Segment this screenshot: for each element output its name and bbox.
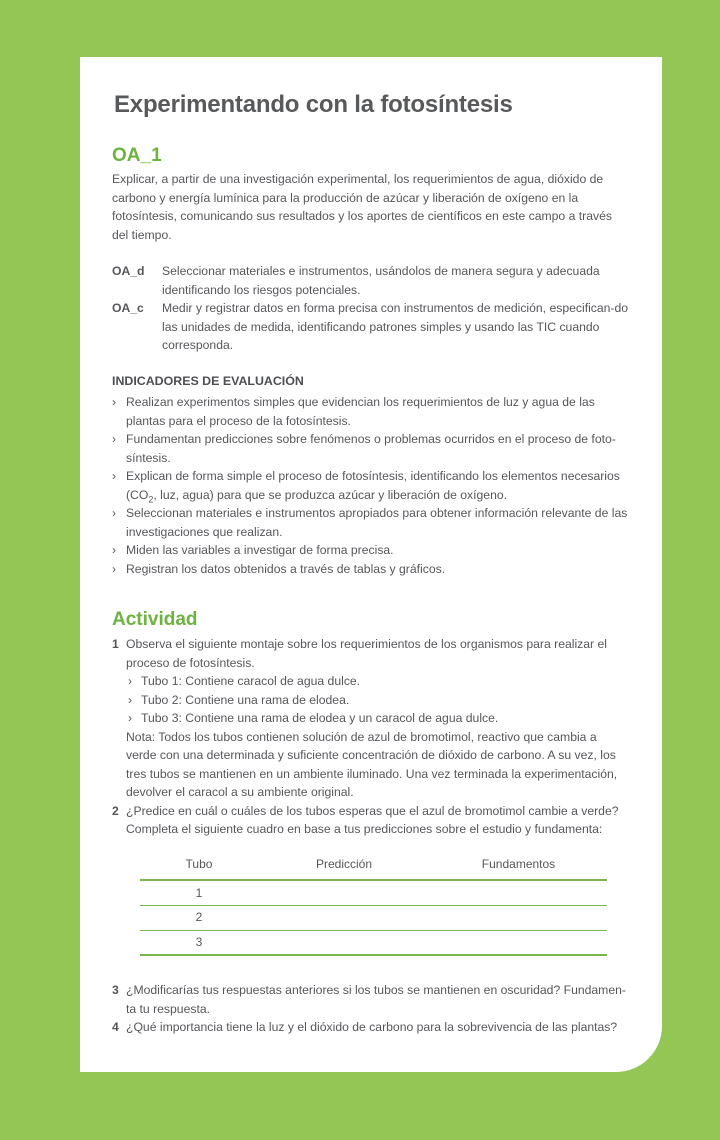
- indicator-text: [126, 467, 629, 504]
- activity-item-text: ¿Modificarías tus respuestas anteriores si los tubos se mantienen en oscuridad? Fundamen-ta tu respuesta.: [126, 983, 626, 1016]
- bullet-marker: ›: [112, 395, 117, 409]
- indicator-item: [112, 504, 629, 541]
- indicator-text: Seleccionan materiales e instrumentos apropiados para obtener información relevante de las investigaciones que realizan.: [126, 506, 628, 539]
- bullet-marker: ›: [112, 543, 117, 557]
- oa1-description: Explicar, a partir de una investigación experimental, los requerimientos de agua, dióxido de carbono y energía lumínica para la producción de azúcar y liberación de oxígeno en la fotosíntesis, comunicando sus resultados y los aportes de científicos en este campo a través del tiempo.: [112, 172, 612, 242]
- indicator-text-post: , luz, agua) para que se produzca azúcar y liberación de oxígeno.: [153, 487, 508, 502]
- oa-item-text: Seleccionar materiales e instrumentos, usándolos de manera segura y adecuada identificando los riesgos potenciales.: [162, 264, 600, 297]
- table-cell-fundamentos[interactable]: [430, 880, 607, 905]
- predictions-table: [140, 855, 607, 957]
- activity-item-1: [112, 635, 629, 802]
- indicator-item: [112, 430, 629, 467]
- activity-item-number: 4: [112, 1020, 119, 1034]
- table-cell-tubo[interactable]: 3: [140, 930, 258, 955]
- oa1-section: [112, 145, 629, 244]
- activity-item-body: [126, 635, 629, 802]
- bullet-marker: ›: [128, 692, 133, 707]
- tube-item-text: Tubo 2: Contiene una rama de elodea.: [141, 692, 350, 707]
- tube-list: [126, 672, 629, 728]
- activity-section: [112, 609, 629, 1037]
- worksheet-page: [80, 57, 662, 1072]
- table-header-tubo: Tubo: [140, 855, 258, 881]
- activity-item-number: 3: [112, 983, 119, 997]
- oa1-heading: OA_1: [112, 145, 162, 166]
- bullet-marker: ›: [112, 432, 117, 446]
- bullet-marker: ›: [128, 711, 133, 725]
- table-cell-prediccion[interactable]: [258, 880, 430, 905]
- activity-item-4: [112, 1018, 629, 1037]
- activity-heading: Actividad: [112, 609, 198, 630]
- tube-item: [128, 691, 629, 710]
- activity-tail-items: [112, 981, 629, 1037]
- activity-item-2: [112, 802, 629, 839]
- table-cell-prediccion[interactable]: [258, 905, 430, 930]
- activity-item-body: [126, 1018, 629, 1037]
- table-header-prediccion: Predicción: [258, 855, 430, 881]
- co2-subscript: 2: [148, 493, 154, 504]
- oa-item: [112, 262, 629, 299]
- indicator-text: Fundamentan predicciones sobre fenómenos o problemas ocurridos en el proceso de foto-síntesis.: [126, 432, 616, 465]
- oa-item-label: OA_c: [112, 301, 144, 315]
- bullet-marker: ›: [112, 469, 117, 483]
- note-text: Nota: Todos los tubos contienen solución de azul de bromotimol, reactivo que cambia a verde con una determinada y suficiente concentración de dióxido de carbono. A su vez, los tres tubos se mantienen en un ambiente iluminado. Una vez terminada la experimentación, devolver el caracol a su ambiente original.: [126, 729, 618, 799]
- indicator-item: [112, 541, 629, 560]
- table-header-row: [140, 855, 607, 881]
- evaluation-indicators-section: [112, 372, 629, 579]
- table-cell-tubo[interactable]: 2: [140, 905, 258, 930]
- tube-item: [128, 709, 629, 728]
- activity-item-text: ¿Qué importancia tiene la luz y el dióxido de carbono para la sobrevivencia de las plantas?: [126, 1020, 618, 1034]
- table-cell-prediccion[interactable]: [258, 930, 430, 955]
- bullet-marker: ›: [128, 674, 133, 688]
- table-header-fundamentos: Fundamentos: [430, 855, 607, 881]
- bullet-marker: ›: [112, 506, 117, 520]
- oa-item: [112, 299, 629, 355]
- activity-item-text: ¿Predice en cuál o cuáles de los tubos esperas que el azul de bromotimol cambie a verde? Completa el siguiente cuadro en base a tus predicciones sobre el estudio y fundamenta:: [126, 803, 619, 836]
- table-cell-fundamentos[interactable]: [430, 930, 607, 955]
- tube-item: [128, 672, 629, 691]
- table-cell-tubo[interactable]: 1: [140, 880, 258, 905]
- activity-item-body: [126, 802, 629, 839]
- evaluation-indicators-list: [112, 393, 629, 578]
- oa-item-text: Medir y registrar datos en forma precisa con instrumentos de medición, especifican-do las unidades de medida, identificando patrones simples y usando las TIC cuando corresponda.: [162, 301, 629, 352]
- oa-item-label: OA_d: [112, 264, 145, 278]
- activity-item-3: [112, 981, 629, 1018]
- indicator-item: [112, 393, 629, 430]
- indicator-item: [112, 560, 629, 579]
- table-cell-fundamentos[interactable]: [430, 905, 607, 930]
- activity-item-number: 1: [112, 637, 119, 651]
- oa-sub-objectives: [112, 262, 629, 355]
- tube-item-text: Tubo 1: Contiene caracol de agua dulce.: [141, 674, 361, 688]
- indicator-text: Realizan experimentos simples que evidencian los requerimientos de luz y agua de las plantas para el proceso de la fotosíntesis.: [126, 395, 595, 428]
- page-title: Experimentando con la fotosíntesis: [114, 91, 513, 118]
- activity-item-number: 2: [112, 803, 119, 818]
- bullet-marker: ›: [112, 561, 117, 576]
- activity-item-body: [126, 981, 629, 1018]
- activity-list: [112, 635, 629, 1037]
- indicator-item: [112, 467, 629, 504]
- tube-item-text: Tubo 3: Contiene una rama de elodea y un caracol de agua dulce.: [141, 711, 499, 725]
- indicator-text: Registran los datos obtenidos a través de tablas y gráficos.: [126, 561, 446, 576]
- activity-item-text: Observa el siguiente montaje sobre los requerimientos de los organismos para realizar el proceso de fotosíntesis.: [126, 637, 607, 670]
- table-row: [140, 880, 607, 905]
- table-row: [140, 930, 607, 955]
- indicator-text: Miden las variables a investigar de forma precisa.: [126, 543, 394, 557]
- evaluation-indicators-heading: INDICADORES DE EVALUACIÓN: [112, 373, 304, 388]
- table-row: [140, 905, 607, 930]
- indicator-text-pre: Explican de forma simple el proceso de fotosíntesis, identificando los elementos necesarios (CO: [126, 469, 620, 502]
